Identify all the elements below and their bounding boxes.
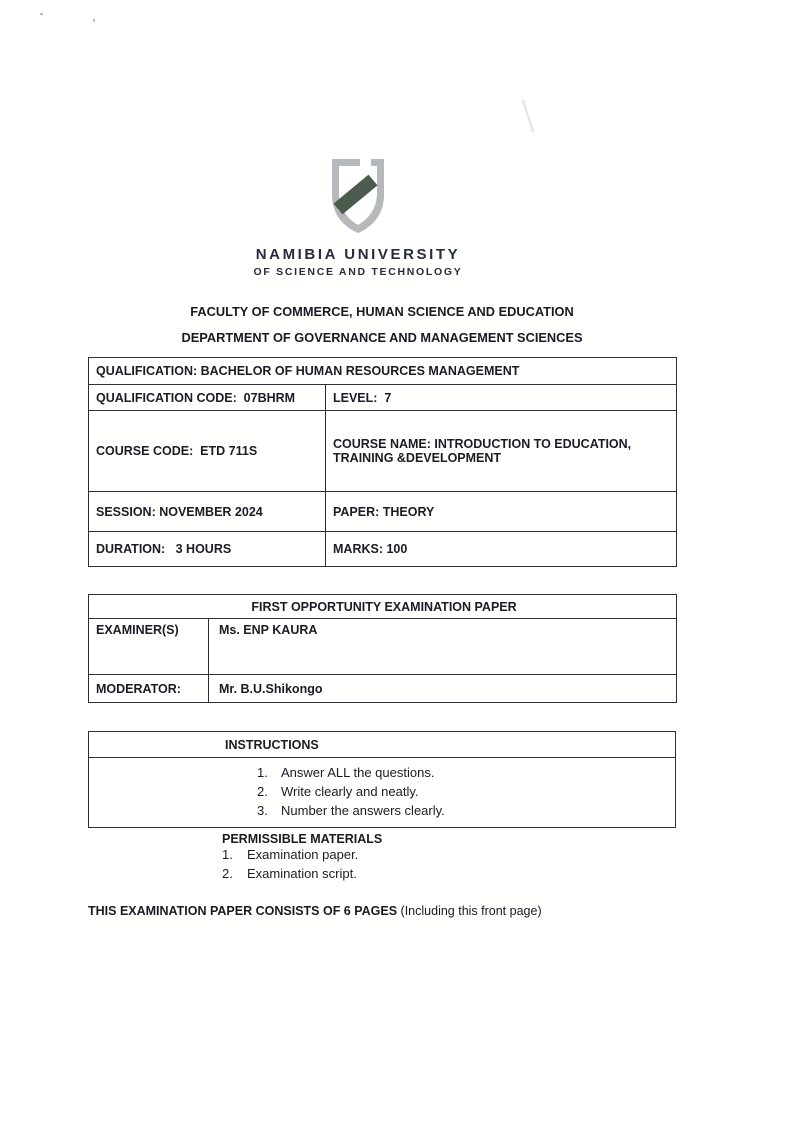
table-row <box>89 619 677 675</box>
page-count-bold: THIS EXAMINATION PAPER CONSISTS OF 6 PAGES <box>88 904 398 918</box>
duration-cell: DURATION: 3 HOURS <box>89 532 326 567</box>
table-row <box>89 758 676 828</box>
instruction-number: 2. <box>257 784 268 799</box>
table-row <box>89 492 677 532</box>
course-code-cell: COURSE CODE: ETD 711S <box>89 411 326 492</box>
examiner-label-cell: EXAMINER(S) <box>89 619 209 675</box>
table-row <box>89 732 676 758</box>
instructions-body-cell <box>89 758 676 828</box>
instruction-text: Answer ALL the questions. <box>281 765 435 780</box>
exam-paper-title-cell: FIRST OPPORTUNITY EXAMINATION PAPER <box>89 595 677 619</box>
page-count-normal: (Including this front page) <box>397 904 542 918</box>
university-subtitle: OF SCIENCE AND TECHNOLOGY <box>253 266 463 278</box>
materials-title: PERMISSIBLE MATERIALS <box>222 832 383 846</box>
scan-speck <box>40 13 43 15</box>
moderator-label-cell: MODERATOR: <box>89 675 209 703</box>
material-text: Examination paper. <box>247 847 359 862</box>
table-row <box>89 411 677 492</box>
qualification-code-cell: QUALIFICATION CODE: 07BHRM <box>89 385 326 411</box>
level-cell: LEVEL: 7 <box>326 385 677 411</box>
instruction-text: Number the answers clearly. <box>281 803 445 818</box>
moderator-value-cell: Mr. B.U.Shikongo <box>209 675 677 703</box>
scan-scratch <box>522 100 534 133</box>
material-number: 2. <box>222 865 233 881</box>
university-logo <box>0 157 755 278</box>
instruction-text: Write clearly and neatly. <box>281 784 419 799</box>
course-details-table <box>88 357 677 567</box>
qualification-cell: QUALIFICATION: BACHELOR OF HUMAN RESOURCES MANAGEMENT <box>89 358 677 385</box>
session-cell: SESSION: NOVEMBER 2024 <box>89 492 326 532</box>
instruction-number: 3. <box>257 803 268 818</box>
material-text: Examination script. <box>247 865 357 881</box>
instruction-number: 1. <box>257 765 268 780</box>
table-row <box>89 675 677 703</box>
faculty-heading: FACULTY OF COMMERCE, HUMAN SCIENCE AND EDUCATION <box>190 304 574 319</box>
table-row <box>89 385 677 411</box>
material-number: 1. <box>222 847 233 862</box>
instructions-title-cell: INSTRUCTIONS <box>89 732 676 758</box>
department-heading: DEPARTMENT OF GOVERNANCE AND MANAGEMENT SCIENCES <box>181 330 583 345</box>
university-name: NAMIBIA UNIVERSITY <box>255 246 461 263</box>
course-name-cell: COURSE NAME: INTRODUCTION TO EDUCATION, TRAINING &DEVELOPMENT <box>326 411 677 492</box>
scan-speck <box>93 19 95 22</box>
instructions-table <box>88 731 676 828</box>
material-item <box>222 865 552 884</box>
marks-cell: MARKS: 100 <box>326 532 677 567</box>
material-item <box>222 846 552 865</box>
examiner-table <box>88 594 677 703</box>
table-row <box>89 532 677 567</box>
instruction-item <box>95 782 669 801</box>
table-row <box>89 595 677 619</box>
instruction-item <box>95 801 669 820</box>
examiner-value-cell: Ms. ENP KAURA <box>209 619 677 675</box>
page-count-note <box>88 904 542 918</box>
table-row <box>89 358 677 385</box>
paper-cell: PAPER: THEORY <box>326 492 677 532</box>
instruction-item <box>95 763 669 782</box>
nust-shield-icon <box>328 157 388 235</box>
permissible-materials-section <box>222 832 552 883</box>
